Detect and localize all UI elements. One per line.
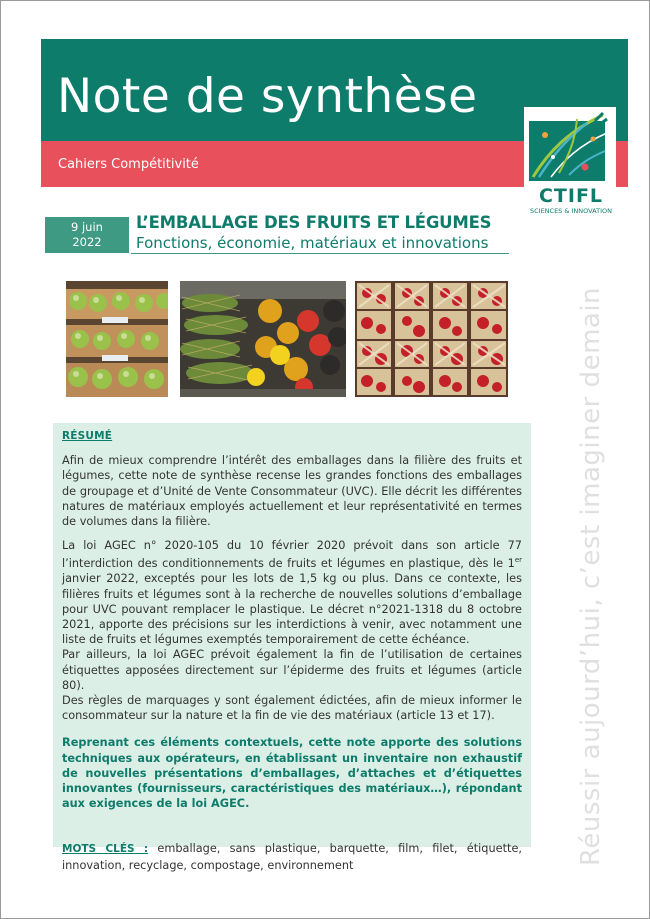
date-day: 9 juin bbox=[71, 220, 103, 234]
summary-heading: RÉSUMÉ bbox=[62, 430, 113, 442]
keywords-line bbox=[62, 841, 522, 872]
logo-leaf-icon bbox=[529, 111, 609, 183]
summary-paragraph-2-part-a: La loi AGEC n° 2020-105 du 10 février 2020 prévoit dans son article 77 l’interdiction des conditionnements de fruits et légumes en plastique, dès le 1 bbox=[62, 539, 522, 571]
vertical-slogan: Réussir aujourd’hui, c’est imaginer demain bbox=[576, 286, 606, 866]
keywords-text: emballage, sans plastique, barquette, film, filet, étiquette, innovation, recyclage, compostage, environnement bbox=[62, 842, 522, 872]
summary-paragraph-2-part-b: janvier 2022, exceptés pour les lots de 1,5 kg ou plus. Dans ce contexte, les filières fruits et légumes sont à la recherche de nouvelles solutions d’emballage pour UVC pouvant remplacer le plastique. Le décret n°2021-1318 du 8 octobre 2021, apporte des précisions sur les interdictions à venir, avec notamment une liste de fruits et légumes exemptés temporairement de cette échéance. bbox=[62, 572, 522, 647]
series-label: Cahiers Compétitivité bbox=[58, 157, 199, 172]
keywords-label: MOTS CLÉS : bbox=[62, 843, 149, 856]
photo-produce-in-mesh-nets bbox=[180, 281, 346, 397]
summary-paragraph-3: Par ailleurs, la loi AGEC prévoit également la fin de l’utilisation de certaines étiquettes apposées directement sur l’épiderme des fruits et légumes (article 80). bbox=[62, 648, 522, 692]
logo-tagline: SCIENCES & INNOVATION bbox=[529, 207, 612, 215]
photo-strawberries-in-cardboard-punnets bbox=[355, 281, 508, 397]
ctifl-logo bbox=[524, 107, 616, 217]
superscript-er: er bbox=[514, 556, 522, 565]
summary-paragraph-4: Des règles de marquages y sont également édictées, afin de mieux informer le consommateur sur la nature et la fin de vie des matériaux (article 13 et 17). bbox=[62, 694, 522, 723]
summary-paragraph-1: Afin de mieux comprendre l’intérêt des emballages dans la filière des fruits et légumes, cette note de synthèse recense les grandes fonctions des emballages de groupage et d’Unité de Vente Consommateur (UVC). Elle décrit les différentes natures de matériaux employés actuellement et leur représentativité en termes de volumes dans la filière. bbox=[62, 454, 522, 529]
date-badge bbox=[45, 217, 129, 253]
date-year: 2022 bbox=[72, 235, 102, 249]
summary-highlight: Reprenant ces éléments contextuels, cette note apporte des solutions techniques aux opérateurs, en établissant un inventaire non exhaustif de nouvelles présentations d’emballages, d’attaches et d’étiquettes innovantes (fournisseurs, caractéristiques des matériaux…), répondant aux exigences de la loi AGEC. bbox=[62, 736, 522, 811]
summary-box bbox=[53, 423, 531, 872]
mesh-nets-image-icon bbox=[180, 281, 346, 397]
document-title: L’EMBALLAGE DES FRUITS ET LÉGUMES bbox=[136, 213, 492, 232]
logo-name: CTIFL bbox=[538, 185, 604, 207]
title-underline bbox=[131, 253, 509, 254]
photo-apples-in-cardboard-trays bbox=[66, 281, 168, 397]
apples-image-icon bbox=[66, 281, 168, 397]
strawberries-image-icon bbox=[355, 281, 508, 397]
summary-paragraph-2 bbox=[62, 538, 522, 647]
page-title: Note de synthèse bbox=[57, 69, 478, 124]
document-subtitle: Fonctions, économie, matériaux et innovations bbox=[136, 234, 489, 252]
